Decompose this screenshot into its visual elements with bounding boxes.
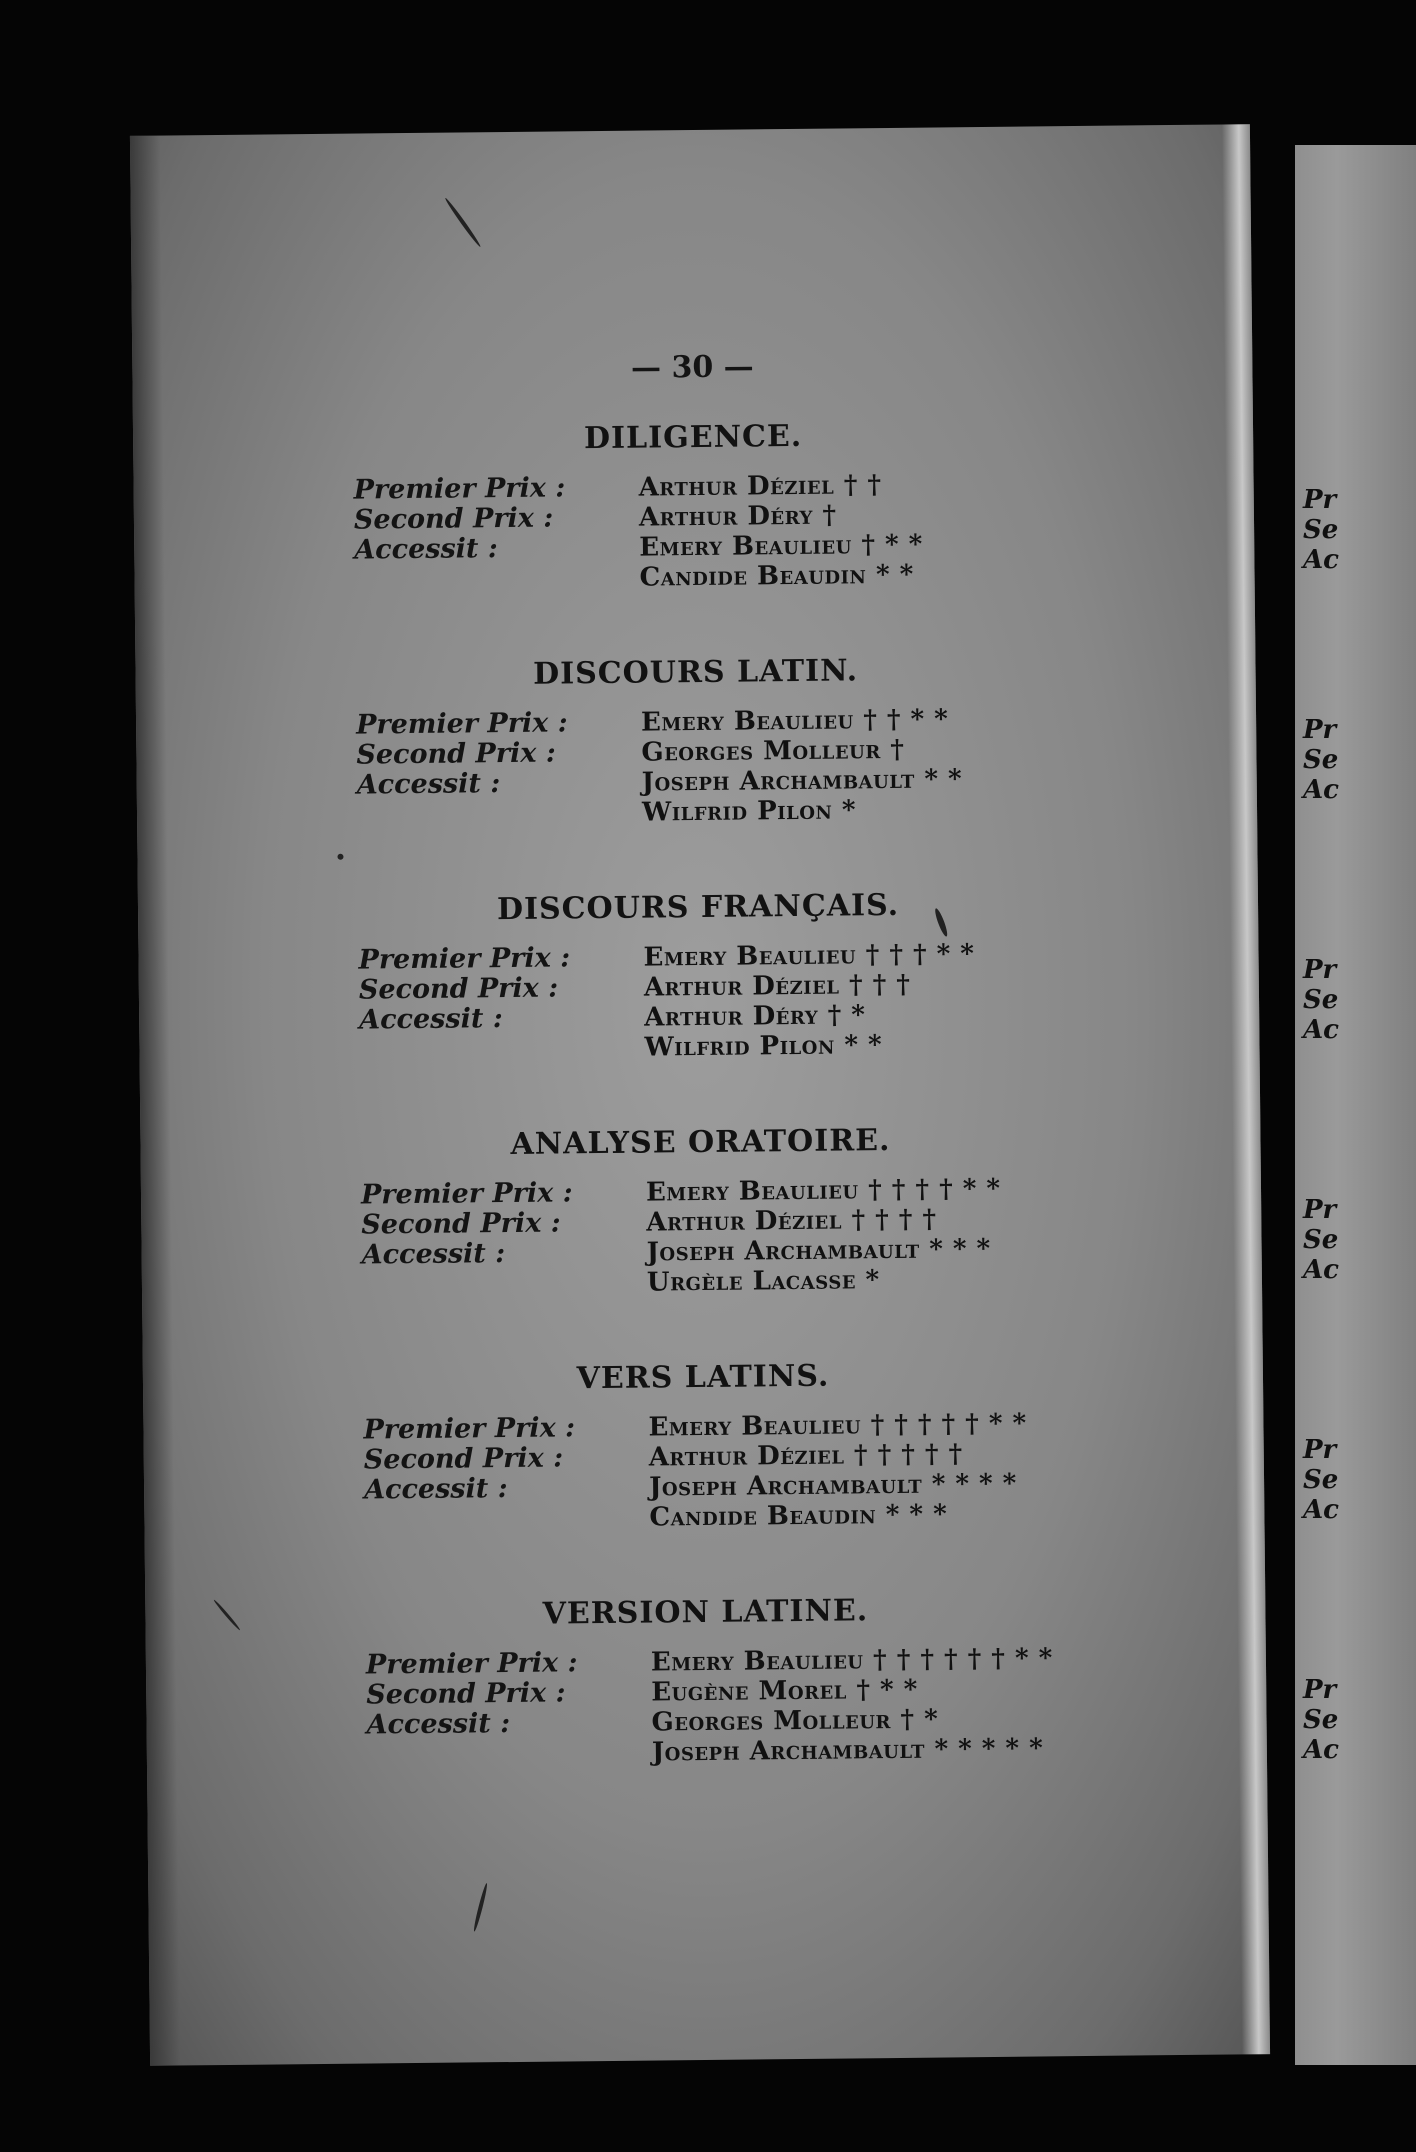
- premier-prix-winner: Arthur Déziel † †: [638, 470, 882, 503]
- accessit-winner: Arthur Déry † *: [644, 1000, 866, 1033]
- accessit-winner: Joseph Archambault * * *: [646, 1233, 991, 1268]
- premier-prix-winner: Emery Beaulieu † † † * *: [643, 939, 975, 973]
- second-prix-label: Second Prix :: [353, 502, 554, 536]
- accessit-winner: Candide Beaudin * * *: [649, 1499, 948, 1533]
- print-speck: [337, 854, 343, 860]
- prize-winners: [648, 1409, 1027, 1533]
- prize-section: [145, 1589, 1265, 1768]
- prize-winners: [651, 1643, 1054, 1767]
- second-prix-winner: Arthur Déziel † † †: [643, 969, 911, 1003]
- page-number: — 30 —: [630, 349, 754, 386]
- section-title: VERSION LATINE.: [542, 1593, 869, 1632]
- second-prix-label: Second Prix :: [361, 1207, 561, 1241]
- accessit-label: Accessit :: [363, 1473, 508, 1506]
- second-prix-label: Second Prix :: [363, 1442, 564, 1476]
- accessit-winner: Joseph Archambault * *: [641, 764, 963, 798]
- second-prix-label: Second Prix :: [356, 737, 556, 771]
- section-title: VERS LATINS.: [576, 1358, 830, 1397]
- premier-prix-winner: Emery Beaulieu † † * *: [640, 704, 949, 738]
- adjacent-label: Pr Se Ac: [1303, 715, 1340, 805]
- second-prix-winner: Eugène Morel † * *: [651, 1674, 918, 1708]
- accessit-label: Accessit :: [354, 533, 498, 566]
- section-title: DISCOURS FRANÇAIS.: [496, 887, 900, 928]
- accessit-winner: Emery Beaulieu † * *: [639, 529, 923, 563]
- second-prix-label: Second Prix :: [358, 972, 559, 1006]
- prize-labels: [366, 1648, 579, 1740]
- document-page: [130, 124, 1270, 2066]
- second-prix-winner: Georges Molleur †: [641, 734, 905, 768]
- accessit-winner: Urgèle Lacasse *: [646, 1265, 880, 1298]
- prize-section: [140, 1119, 1260, 1298]
- prize-winners: [643, 939, 975, 1062]
- prize-labels: [363, 1413, 576, 1505]
- prize-section: [133, 414, 1253, 593]
- adjacent-label: Pr Se Ac: [1303, 1435, 1340, 1525]
- prize-winners: [646, 1174, 1002, 1298]
- adjacent-label: Pr Se Ac: [1303, 955, 1340, 1045]
- premier-prix-label: Premier Prix :: [355, 707, 568, 741]
- prize-section: [143, 1354, 1263, 1533]
- prize-labels: [361, 1178, 574, 1270]
- prize-labels: [353, 473, 566, 565]
- section-title: DISCOURS LATIN.: [532, 653, 859, 692]
- accessit-winner: Joseph Archambault * * * * *: [651, 1733, 1044, 1768]
- accessit-winner: Wilfrid Pilon *: [641, 795, 857, 828]
- second-prix-winner: Arthur Déry †: [638, 500, 837, 533]
- premier-prix-label: Premier Prix :: [353, 472, 566, 506]
- second-prix-winner: Arthur Déziel † † † †: [646, 1204, 937, 1238]
- prize-winners: [641, 704, 963, 827]
- premier-prix-label: Premier Prix :: [363, 1412, 576, 1446]
- prize-winners: [638, 470, 923, 593]
- print-speck: [444, 197, 482, 248]
- accessit-winner: Georges Molleur † *: [651, 1704, 939, 1738]
- accessit-label: Accessit :: [359, 1003, 503, 1036]
- prize-section: [138, 884, 1258, 1063]
- premier-prix-winner: Emery Beaulieu † † † † † † * *: [650, 1643, 1053, 1678]
- adjacent-label: Pr Se Ac: [1303, 485, 1340, 575]
- premier-prix-winner: Emery Beaulieu † † † † * *: [645, 1173, 1001, 1208]
- section-title: ANALYSE ORATOIRE.: [510, 1123, 891, 1162]
- adjacent-label: Pr Se Ac: [1303, 1675, 1340, 1765]
- accessit-winner: Wilfrid Pilon * *: [644, 1030, 883, 1063]
- adjacent-label: Pr Se Ac: [1303, 1195, 1340, 1285]
- accessit-winner: Candide Beaudin * *: [639, 559, 914, 593]
- section-title: DILIGENCE.: [583, 418, 803, 457]
- second-prix-winner: Arthur Déziel † † † † †: [648, 1439, 963, 1473]
- premier-prix-label: Premier Prix :: [358, 942, 571, 976]
- adjacent-page-edge: [1295, 145, 1416, 2065]
- prize-labels: [356, 708, 569, 800]
- premier-prix-winner: Emery Beaulieu † † † † † * *: [648, 1408, 1027, 1443]
- premier-prix-label: Premier Prix :: [360, 1177, 573, 1211]
- accessit-label: Accessit :: [356, 768, 501, 801]
- premier-prix-label: Premier Prix :: [365, 1647, 578, 1681]
- second-prix-label: Second Prix :: [366, 1677, 566, 1711]
- accessit-winner: Joseph Archambault * * * *: [648, 1468, 1017, 1503]
- accessit-label: Accessit :: [366, 1708, 511, 1741]
- prize-labels: [358, 943, 571, 1035]
- accessit-label: Accessit :: [361, 1238, 506, 1271]
- prize-section: [135, 649, 1255, 828]
- print-speck: [472, 1883, 488, 1932]
